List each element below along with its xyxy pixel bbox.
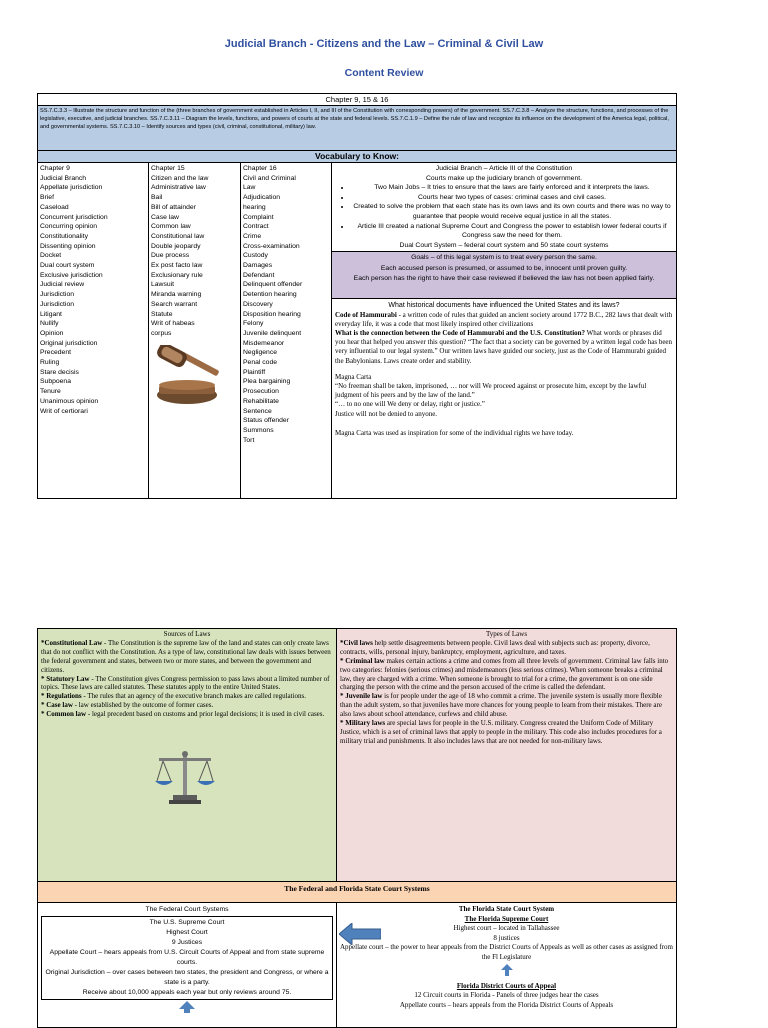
florida-supreme-line: 8 justices [493, 933, 520, 942]
vocab-term: hearing [243, 203, 266, 211]
vocab-term: Discovery [243, 300, 273, 308]
page-title: Judicial Branch - Citizens and the Law – Criminal & Civil Law [224, 38, 544, 50]
vocab-term: Felony [243, 320, 264, 328]
connection-label: What is the connection between the Code of Hammurabi and the U.S. Constitution? [335, 328, 586, 337]
magna-quote-2: “… to no one will We deny or delay, right or justice.” [335, 400, 485, 409]
vocab-term: Due process [151, 252, 190, 260]
types-of-laws-box [337, 629, 677, 882]
chapter16-terms [243, 174, 329, 446]
connection-text: What words or phrases did you hear that helped you answer this question? “The fact that a society can be governed by a written legal code has been very influential to our legal system.” Our written laws have guided our society, just as the Code of Hammurabi guided the Babylonians. Laws create order and stability. [335, 328, 673, 365]
federal-title: The Federal Court Systems [145, 906, 229, 913]
vocab-term: Writ of habeas [151, 320, 195, 328]
vocab-term: Search warrant [151, 300, 198, 308]
vocab-term: Negligence [243, 349, 278, 357]
law-item [41, 692, 333, 701]
dual-court-system: Dual Court System – federal court system and 50 state court systems [399, 241, 609, 249]
vocab-term: Judicial review [40, 281, 85, 289]
vocab-term: corpus [151, 329, 172, 337]
law-item-label: * Common law [41, 710, 87, 719]
vocab-term: Tenure [40, 388, 61, 396]
vocab-term: Concurring opinion [40, 223, 98, 231]
magna-carta-label: Magna Carta [335, 372, 372, 381]
courts-heading: The Federal and Florida State Court Systems [38, 882, 677, 903]
chapter9-terms [40, 174, 146, 417]
hammurabi-paragraph [335, 311, 673, 329]
florida-district-line: Appellate courts – hears appeals from the Florida District Courts of Appeals [399, 1000, 614, 1009]
judicial-branch-intro: Courts make up the judiciary branch of government. [425, 174, 583, 182]
hammurabi-text: - a written code of rules that guided an ancient society around 1772 B.C., 282 laws that dealt with everyday life, it was a code that most likely inspired other civilizations [335, 310, 673, 328]
laws-and-courts-table [37, 628, 677, 1028]
history-box [332, 299, 677, 499]
florida-district-lines [340, 991, 673, 1010]
judicial-branch-bullet: • Created to solve the problem that each state has its own laws and its own courts and there was no way to guarantee that people would receive equal justice in all the states. [351, 202, 673, 221]
law-item [41, 710, 333, 719]
vocab-term: Custody [243, 252, 268, 260]
florida-supreme-line: Appellate court – the power to hear appeals from the District Courts of Appeals as well as other cases as assigned from the Fl Legislature [340, 943, 673, 961]
arrow-up-icon [340, 964, 673, 980]
vocab-term: Plaintiff [243, 368, 266, 376]
chapter9-title: Chapter 9 [40, 165, 70, 172]
sources-title: Sources of Laws [163, 630, 211, 638]
vocab-term: Administrative law [151, 184, 206, 192]
federal-court-line: Appellate Court – hears appeals from U.S. Circuit Courts of Appeal and from state supreme courts. [49, 949, 325, 966]
florida-title: The Florida State Court System [458, 905, 555, 913]
judicial-branch-bullet: • Article III created a national Supreme Court and Congress the power to establish lower federal courts if Congress saw the need for them. [351, 222, 673, 241]
vocab-term: Status offender [243, 417, 289, 425]
florida-district-line: 12 Circuit courts in Florida - Panels of three judges hear the cases [414, 991, 599, 999]
florida-courts-box [337, 903, 677, 1028]
sources-of-laws-box [38, 629, 337, 882]
law-item-text: help settle disagreements between people. Civil laws deal with subjects such as: property, divorce, contracts, wills, personal injury, bankruptcy, employment, agriculture, and taxes. [340, 638, 650, 656]
page-subtitle: Content Review [344, 67, 424, 79]
connection-paragraph [335, 329, 673, 366]
law-item [41, 701, 333, 710]
vocab-term: Law [243, 184, 256, 192]
vocab-term: Unanimous opinion [40, 397, 99, 405]
federal-court-line: Original Jurisdiction – over cases between two states, the president and Congress, or where a state is a party. [45, 969, 329, 986]
chapter9-column [38, 163, 149, 499]
law-item [340, 719, 673, 746]
law-item-label: * Military laws [340, 719, 386, 728]
gavel-icon [151, 339, 238, 407]
magna-note: Magna Carta was used as inspiration for some of the individual rights we have today. [335, 428, 574, 437]
vocab-term: Caseload [40, 203, 69, 211]
florida-district-title: Florida District Courts of Appeal [456, 981, 557, 990]
law-item [340, 639, 673, 657]
standards-text: SS.7.C.3.3 – Illustrate the structure and function of the (three branches of government established in Articles I, II, and III of the Constitution with corresponding powers) of the government. SS.7.C.3.8 – Analyze the structure, functions, and processes of the legislative, executive, and judicial branches. SS.7.C.3.11 – Diagram the levels, functions, and powers of courts at the state and federal levels. SS.7.C.1.9 – Define the rule of law and recognize its influence on the development of the America legal, political, and governmental systems. SS.7.C.3.10 – Identify sources and types (civil, criminal, constitutional, military) law. [38, 106, 677, 151]
law-item-label: * Case law [41, 701, 73, 710]
vocab-term: Litigant [40, 310, 62, 318]
vocab-term: Bail [151, 194, 163, 202]
types-title: Types of Laws [485, 630, 528, 638]
federal-court-line: Receive about 10,000 appeals each year but only reviews around 75. [82, 989, 292, 996]
law-item-text: is for people under the age of 18 who commit a crime. The juvenile system is usually more flexible than the adult system, so that juveniles have more chances for young people to learn from their mistakes. There are also laws about school attendance, curfews and child abuse. [340, 692, 662, 719]
vocab-term: Delinquent offender [243, 281, 303, 289]
vocab-term: Disposition hearing [243, 310, 301, 318]
vocab-term: Case law [151, 213, 179, 221]
vocab-term: Subpoena [40, 378, 71, 386]
law-item-text: makes certain actions a crime and comes from all three levels of government. Criminal law falls into two categories: felonies (serious crimes) and misdemeanors (less serious crimes). When someone breaks a criminal law, they are charged with a crime. When someone is brought to trial for a crime, the government is on one side charging the person with the crime and the person accused of the crime is called the defendant. [340, 656, 669, 692]
vocab-term: Damages [243, 262, 273, 270]
us-supreme-court-box [41, 916, 333, 1000]
vocab-term: Penal code [243, 359, 278, 367]
law-item [340, 692, 673, 719]
vocab-term: Dissenting opinion [40, 242, 96, 250]
law-item [41, 639, 333, 675]
vocab-term: Common law [151, 223, 191, 231]
magna-quote-1: “No freeman shall be taken, imprisoned, … nor will We proceed against or prosecute him, except by the lawful judgment of his peers and by the law of the land.” [335, 381, 647, 400]
sources-items [41, 639, 333, 719]
law-item-text: - legal precedent based on customs and prior legal decisions; it is used in civil cases. [86, 710, 325, 719]
vocab-term: Nullify [40, 320, 59, 328]
vocab-term: Detention hearing [243, 291, 297, 299]
vocab-term: Contract [243, 223, 269, 231]
law-item-label: * Statutory Law [41, 674, 90, 683]
chapter15-title: Chapter 15 [151, 165, 185, 172]
vocab-term: Civil and Criminal [243, 174, 296, 182]
vocab-term: Summons [243, 426, 274, 434]
magna-quote-3: Justice will not be denied to anyone. [335, 409, 438, 418]
vocab-term: Dual court system [40, 262, 95, 270]
vocab-term: Double jeopardy [151, 242, 201, 250]
vocab-term: Constitutional law [151, 232, 205, 240]
federal-court-line: The U.S. Supreme Court [149, 919, 225, 926]
law-item-label: * Regulations [41, 692, 82, 701]
law-item-text: - The Constitution gives Congress permission to pass laws about a limited number of topics. These laws are called statutes. These statutes apply to the entire United States. [41, 674, 330, 692]
vocab-term: Prosecution [243, 388, 279, 396]
vocab-term: Bill of attainder [151, 203, 196, 211]
vocab-heading: Vocabulary to Know: [38, 151, 677, 163]
vocab-term: Crime [243, 232, 262, 240]
florida-supreme-lines [340, 924, 673, 962]
vocab-term: Exclusionary rule [151, 271, 203, 279]
vocab-term: Citizen and the law [151, 174, 209, 182]
florida-supreme-line: Highest court – located in Tallahassee [453, 924, 560, 932]
types-items [340, 639, 673, 746]
vocab-term: Writ of certiorari [40, 407, 88, 415]
vocab-term: Jurisdiction [40, 291, 74, 299]
vocab-term: Miranda warning [151, 291, 202, 299]
florida-supreme-title: The Florida Supreme Court [464, 914, 549, 923]
law-item-label: *Civil laws [340, 638, 373, 647]
law-item-text: - The Constitution is the supreme law of the land and states can only create laws that do not conflict with the Constitution. As a type of law, constitutional law deals with issues between the federal government and states, between two or more states, and between the government and citizens. [41, 638, 331, 674]
vocab-term: Precedent [40, 349, 71, 357]
vocab-term: Juvenile delinquent [243, 329, 302, 337]
law-item [340, 657, 673, 693]
scales-of-justice-icon [41, 749, 333, 809]
vocab-term: Appellate jurisdiction [40, 184, 103, 192]
chapter16-title: Chapter 16 [243, 165, 277, 172]
goals-line3: Each person has the right to have their case reviewed if believed the law has not been applied fairly. [353, 275, 655, 283]
chapter15-column [149, 163, 241, 499]
judicial-branch-bullet: • Courts hear two types of cases: criminal cases and civil cases. [351, 193, 673, 203]
chapter16-column [241, 163, 332, 499]
hammurabi-label: Code of Hammurabi [335, 310, 397, 319]
arrow-left-icon [339, 923, 381, 945]
vocab-term: Concurrent jurisdiction [40, 213, 108, 221]
vocab-term: Constitutionality [40, 232, 88, 240]
judicial-branch-box [332, 163, 677, 252]
vocab-term: Adjudication [243, 194, 281, 202]
arrow-up-icon [41, 1001, 333, 1017]
vocab-term: Lawsuit [151, 281, 175, 289]
vocab-term: Sentence [243, 407, 272, 415]
federal-court-line: 9 Justices [171, 939, 203, 946]
vocab-term: Rehabilitate [243, 397, 279, 405]
goals-line2: Each accused person is presumed, or assumed to be, innocent until proven guilty. [380, 264, 628, 272]
law-item-label: *Constitutional Law [41, 638, 103, 647]
vocab-term: Exclusive jurisdiction [40, 271, 103, 279]
goals-box [332, 252, 677, 299]
content-review-table [37, 93, 677, 499]
federal-court-line: Highest Court [166, 929, 208, 936]
vocab-term: Ruling [40, 359, 60, 367]
history-question: What historical documents have influenced the United States and its laws? [388, 302, 620, 310]
law-item-text: are special laws for people in the U.S. military. Congress created the Uniform Code of Military Justice, which is a set of criminal laws that apply to people in the military. This code also includes procedures for a military trial and punishments. It also includes laws that are not needed for non-military laws. [340, 719, 662, 745]
vocab-term: Judicial Branch [40, 174, 87, 182]
judicial-branch-bullet: • Two Main Jobs – It tries to ensure that the laws are fairly enforced and it interprets the laws. [351, 183, 673, 193]
judicial-branch-bullets [335, 183, 673, 241]
law-item [41, 675, 333, 693]
vocab-term: Ex post facto law [151, 262, 203, 270]
federal-courts-box [38, 903, 337, 1028]
law-item-text: - The rules that an agency of the executive branch makes are called regulations. [81, 692, 307, 701]
vocab-term: Original jurisdiction [40, 339, 98, 347]
vocab-term: Statute [151, 310, 173, 318]
vocab-term: Complaint [243, 213, 274, 221]
vocab-term: Plea bargaining [243, 378, 291, 386]
law-item-label: * Juvenile law [340, 692, 383, 701]
vocab-term: Tort [243, 436, 255, 444]
law-item-text: - law established by the outcome of former cases. [72, 701, 214, 710]
vocab-term: Docket [40, 252, 62, 260]
law-item-label: * Criminal law [340, 656, 385, 665]
judicial-branch-title: Judicial Branch – Article III of the Constitution [435, 165, 573, 172]
goals-line1: Goals – of this legal system is to treat every person the same. [411, 254, 597, 262]
chapters-heading: Chapter 9, 15 & 16 [38, 94, 677, 106]
vocab-term: Opinion [40, 329, 64, 337]
chapter15-terms [151, 174, 238, 339]
vocab-term: Misdemeanor [243, 339, 285, 347]
vocab-term: Brief [40, 194, 54, 202]
vocab-term: Stare decisis [40, 368, 79, 376]
vocab-term: Defendant [243, 271, 275, 279]
vocab-term: Cross-examination [243, 242, 300, 250]
vocab-term: Jurisdiction [40, 300, 74, 308]
